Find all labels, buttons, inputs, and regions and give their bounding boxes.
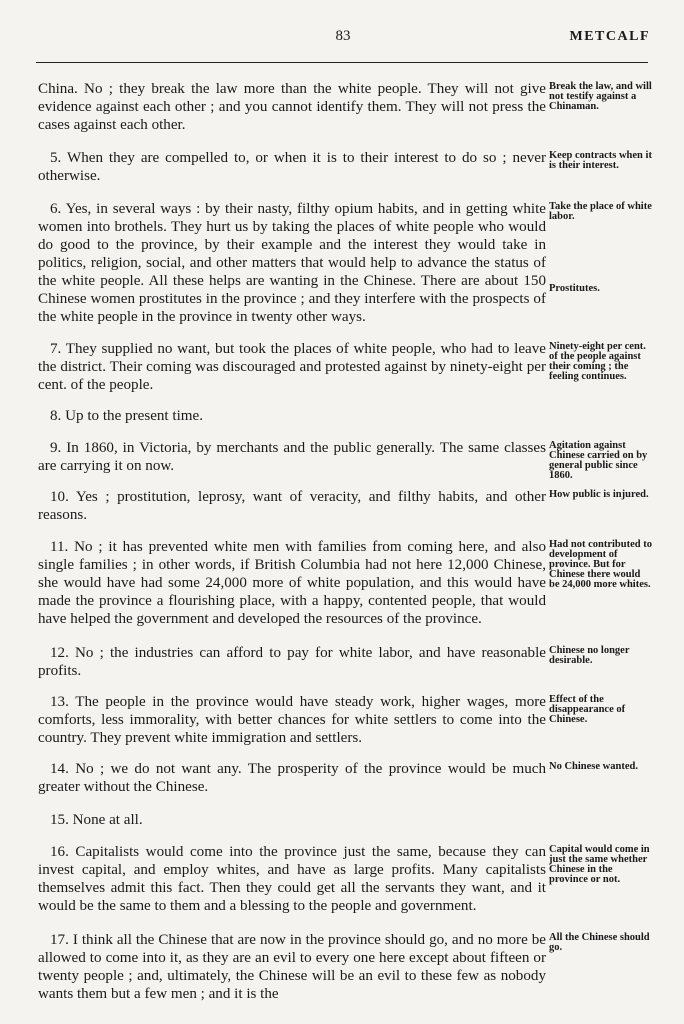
margin-note: Break the law, and will not testify against a Chinaman. <box>549 81 652 112</box>
paragraph-7 <box>38 340 650 394</box>
paragraph-11 <box>38 538 650 628</box>
margin-note: Take the place of white labor. <box>549 201 652 222</box>
paragraph-4-continued <box>38 80 650 134</box>
paragraph-9 <box>38 439 650 481</box>
page-body <box>38 80 650 1016</box>
paragraph-text: 9. In 1860, in Victoria, by merchants and the public generally. The same classes are carrying it on now. <box>38 440 546 474</box>
paragraph-6 <box>38 200 650 326</box>
paragraph-text: 16. Capitalists would come into the province just the same, because they can invest capital, and employ whites, and have as large profits. Many capitalists themselves admit this fact. Then they could get all the servants they want, and it would be the same to them and a blessing to the people and government. <box>38 844 546 914</box>
paragraph-text: 8. Up to the present time. <box>50 408 204 424</box>
margin-note: Ninety-eight per cent. of the people against their coming ; the feeling continues. <box>549 341 646 382</box>
margin-note: Chinese no longer desirable. <box>549 645 630 666</box>
paragraph-15 <box>38 811 650 829</box>
paragraph-text: 10. Yes ; prostitution, leprosy, want of veracity, and filthy habits, and other reasons. <box>38 489 546 523</box>
margin-note: How public is injured. <box>549 489 649 500</box>
paragraph-text: 12. No ; the industries can afford to pay for white labor, and have reasonable profits. <box>38 645 546 679</box>
paragraph-17 <box>38 931 650 1003</box>
page-header <box>36 26 650 48</box>
header-rule <box>36 62 648 63</box>
margin-note-secondary: Prostitutes. <box>549 283 600 294</box>
paragraph-text: 6. Yes, in several ways : by their nasty, filthy opium habits, and in getting white women into brothels. They hurt us by taking the places of white people who would do good to the province, by their example and the interest they would take in politics, religion, social, and other matters that would help to advance the status of the white people. All these helps are wanting in the Chinese. There are about 150 Chinese women prostitutes in the province ; and they interfere with the prospects of the white people in the province in twenty other ways. <box>38 201 546 325</box>
paragraph-10 <box>38 488 650 524</box>
paragraph-text: 11. No ; it has prevented white men with families from coming here, and also single families ; in other words, if British Columbia had not here 12,000 Chinese, she would have had some 24,000 more of white population, and this would have made the province a flourishing place, with a happy, contented people, that would have helped the government and developed the resources of the province. <box>38 539 546 627</box>
paragraph-12 <box>38 644 650 680</box>
paragraph-text: 7. They supplied no want, but took the places of white people, who had to leave the district. Their coming was discouraged and protested against by ninety-eight per cent. of the people. <box>38 341 546 393</box>
margin-note: Capital would come in just the same whether Chinese in the province or not. <box>549 844 650 885</box>
margin-note: All the Chinese should go. <box>549 932 650 953</box>
paragraph-13 <box>38 693 650 747</box>
paragraph-text: 13. The people in the province would have steady work, higher wages, more comforts, less immorality, with better chances for white settlers to come into the country. They prevent white immigration and settlers. <box>38 694 546 746</box>
margin-note: No Chinese wanted. <box>549 761 638 772</box>
paragraph-text: 5. When they are compelled to, or when it is to their interest to do so ; never otherwise. <box>38 150 546 184</box>
margin-note: Agitation against Chinese carried on by general public since 1860. <box>549 440 648 481</box>
paragraph-text: China. No ; they break the law more than the white people. They will not give evidence against each other ; and you cannot identify them. They will not press the cases against each other. <box>38 81 546 133</box>
paragraph-5 <box>38 149 650 185</box>
paragraph-14 <box>38 760 650 796</box>
paragraph-text: 17. I think all the Chinese that are now in the province should go, and no more be allowed to come into it, as they are an evil to every one here except about fifteen or twenty people ; and, ultimately, the Chinese will be an evil to these few as nobody wants them but a few men ; and it is the <box>38 932 546 1002</box>
paragraph-text: 15. None at all. <box>50 812 143 828</box>
margin-note: Effect of the disappearance of Chinese. <box>549 694 626 725</box>
margin-note: Had not contributed to development of province. But for Chinese there would be 24,000 more whites. <box>549 539 652 590</box>
page-number: 83 <box>335 28 351 44</box>
paragraph-16 <box>38 843 650 915</box>
running-head: METCALF <box>569 29 650 44</box>
paragraph-text: 14. No ; we do not want any. The prosperity of the province would be much greater without the Chinese. <box>38 761 546 795</box>
margin-note: Keep contracts when it is their interest. <box>549 150 652 171</box>
paragraph-8 <box>38 407 650 425</box>
